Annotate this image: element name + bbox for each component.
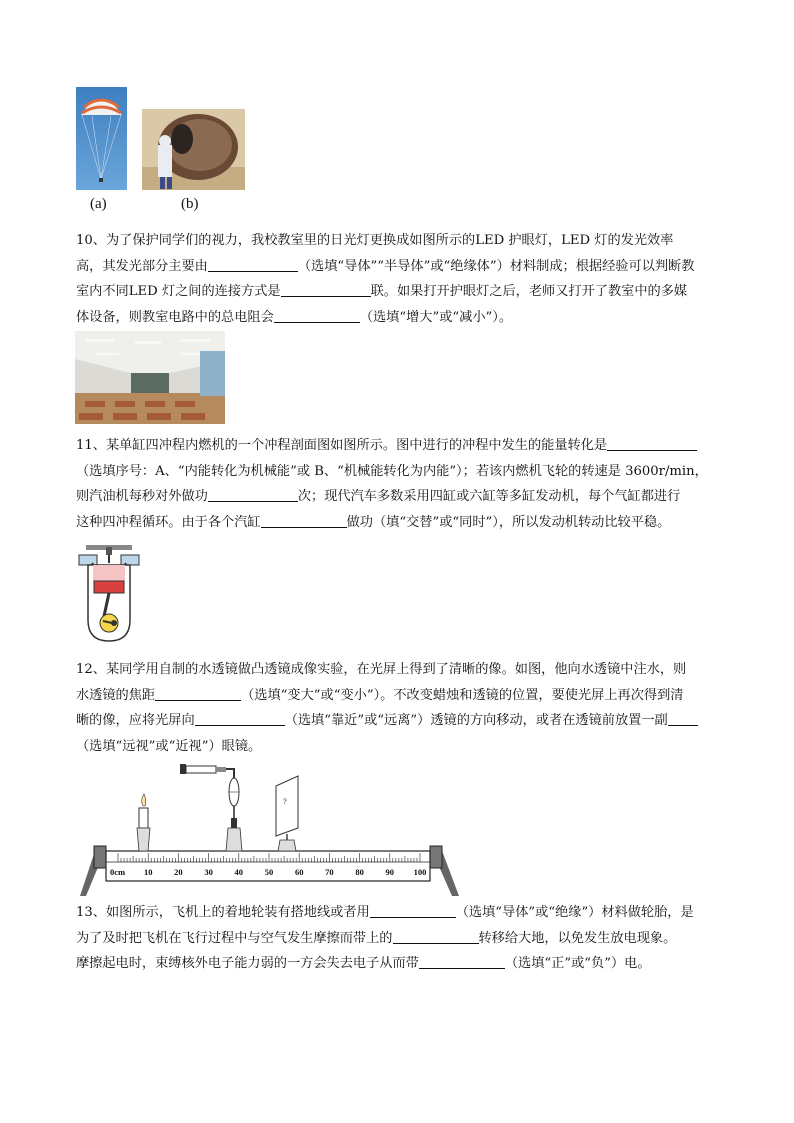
question-12 [76,657,726,759]
bench-tick-label: 90 [385,867,395,877]
parachute-photo [76,87,127,190]
q10-answer-blank-2[interactable] [281,282,371,297]
q13-line-3a: 摩擦起电时，束缚核外电子能力弱的一方会失去电子从而带 [76,956,419,971]
q13-answer-blank-3[interactable] [419,954,505,969]
q10-line-4a: 体设备，则教室电路中的总电阻会 [76,309,274,325]
classroom-photo [75,331,225,424]
q10-line-1: 10、为了保护同学们的视力，我校教室里的日光灯更换成如图所示的LED 护眼灯，LED 灯的发光效率 [76,233,674,248]
q13-line-1a: 13、如图所示，飞机上的着地轮装有搭地线或者用 [76,905,370,920]
svg-text:?: ? [283,798,287,806]
q13-answer-blank-1[interactable] [370,903,456,918]
q12-answer-blank-2[interactable] [195,711,285,726]
bench-tick-label: 20 [174,867,183,877]
q11-line-1a: 11、某单缸四冲程内燃机的一个冲程剖面图如图所示。图中进行的冲程中发生的能量转化是 [76,438,608,453]
q11-line-2: （选填序号：A、“内能转化为机械能”或 B、“机械能转化为内能”）；若该内燃机飞轮的转速是 3600r/min， [76,463,708,479]
bench-unit-label: 0cm [110,867,126,877]
q10-line-3b: 联。如果打开护眼灯之后，老师又打开了教室中的多媒 [370,284,688,299]
bench-tick-label: 30 [204,867,213,877]
q11-line-3a: 则汽油机每秒对外做功 [76,489,208,504]
bench-tick-label: 50 [264,867,274,877]
q13-line-2b: 转移给大地，以免发生放电现象。 [478,930,677,946]
q11-line-4a: 这种四冲程循环。由于各个汽缸 [76,514,261,530]
q13-answer-blank-2[interactable] [393,929,479,944]
bench-tick-label: 60 [294,867,304,877]
q11-answer-blank-3[interactable] [261,513,347,528]
question-11 [76,433,726,535]
question-13 [76,900,726,977]
q12-answer-blank-3[interactable] [668,711,698,726]
q13-line-3b: （选填“正”或“负”）电。 [504,956,651,971]
q13-line-2a: 为了及时把飞机在飞行过程中与空气发生摩擦而带上的 [76,930,393,946]
optical-bench-diagram [76,756,461,898]
q12-line-4: （选填“远视”或“近视”）眼镜。 [76,738,262,754]
q11-line-3b: 次；现代汽车多数采用四缸或六缸等多缸发动机，每个气缸都进行 [297,489,681,504]
bench-tick-label: 100 [413,867,427,877]
q12-line-2b: （选填“变大”或“变小”）。不改变蜡烛和透镜的位置，要使光屏上再次得到清 [241,687,684,703]
bench-tick-label: 70 [325,867,334,877]
q12-line-1: 12、某同学用自制的水透镜做凸透镜成像实验，在光屏上得到了清晰的像。如图，他向水透镜中注水，则 [76,662,687,677]
q10-line-2a: 高，其发光部分主要由 [76,258,208,274]
q10-line-2b: （选填“导体”“半导体”或“绝缘体”）材料制成；根据经验可以判断教 [297,258,695,274]
question-10 [76,228,726,330]
q12-line-2a: 水透镜的焦距 [76,687,156,703]
q12-line-3b: （选填“靠近”或“远离”）透镜的方向移动，或者在透镜前放置一副 [284,713,668,728]
q10-answer-blank-3[interactable] [274,308,360,323]
q13-line-1b: （选填“导体”或“绝缘”）材料做轮胎，是 [455,905,694,920]
q12-line-3a: 晰的像，应将光屏向 [76,713,195,728]
q10-line-4b: （选填“增大”或“减小”）。 [359,309,513,325]
engine-diagram [76,545,142,645]
q11-answer-blank-1[interactable] [607,436,697,451]
bench-tick-label: 40 [234,867,244,877]
bench-tick-label: 10 [143,867,153,877]
bench-tick-label: 80 [355,867,364,877]
q11-answer-blank-2[interactable] [208,487,298,502]
q10-line-3a: 室内不同LED 灯之间的连接方式是 [76,284,281,299]
capsule-photo [142,109,245,190]
q11-line-4b: 做功（填“交替”或“同时”），所以发动机转动比较平稳。 [346,514,671,530]
figure-a-label: (a) [90,196,107,212]
q10-answer-blank-1[interactable] [208,257,298,272]
q12-answer-blank-1[interactable] [155,686,241,701]
figure-b-label: (b) [181,196,199,212]
